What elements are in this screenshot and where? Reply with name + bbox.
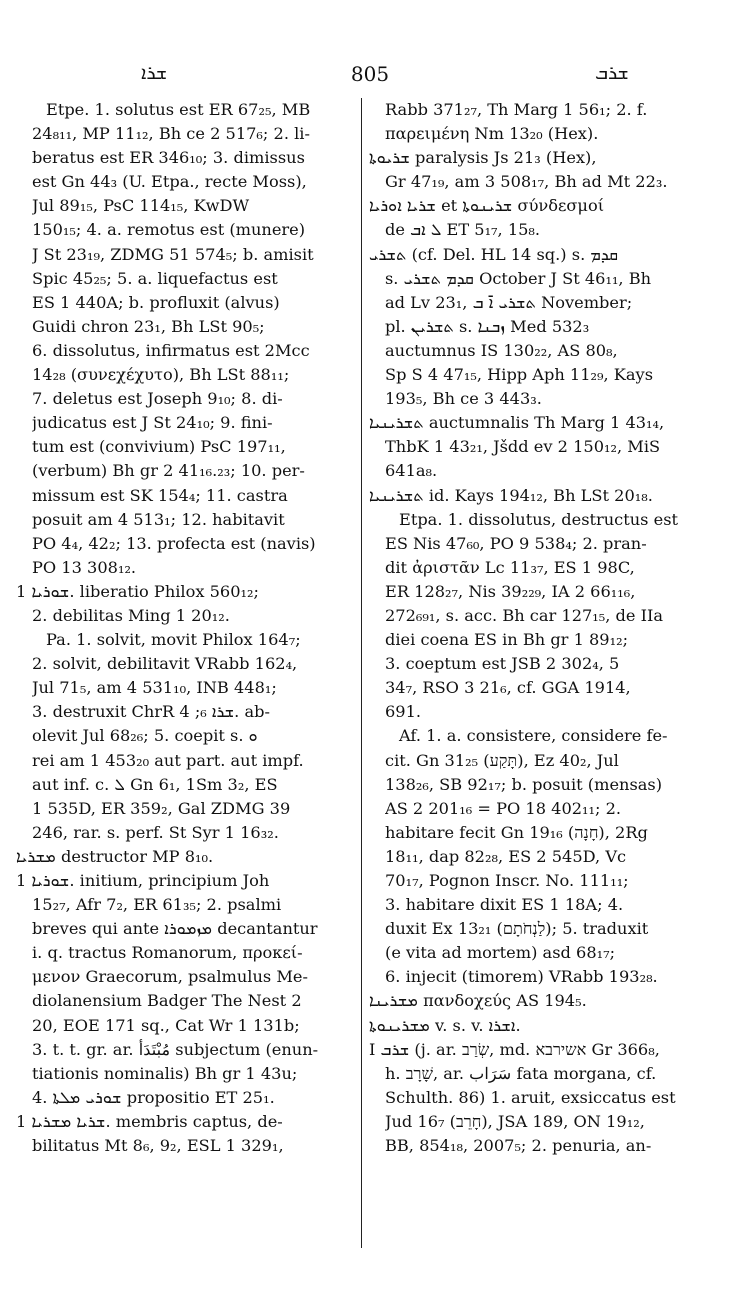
entry-line: dit ἀριστᾶν Lc 11₃₇, ES 1 98C, xyxy=(385,557,635,577)
entry-line: Schulth. 86) 1. aruit, exsiccatus est xyxy=(385,1087,676,1107)
entry-line: 70₁₇, Pognon Inscr. No. 111₁₁; xyxy=(385,871,629,890)
entry-line: ThbK 1 43₂₁, Jšdd ev 2 150₁₂, MiS xyxy=(385,437,661,457)
entry-line: 7. deletus est Joseph 9₁₀; 8. di- xyxy=(32,389,283,409)
entry-line: Pa. 1. solvit, movit Philox 164₇; xyxy=(46,630,301,650)
entry-line: Gr 47₁₉, am 3 508₁₇, Bh ad Mt 22₃. xyxy=(385,172,668,192)
entry-line: 2. debilitas Ming 1 20₁₂. xyxy=(32,605,230,625)
entry-line: Etpe. 1. solutus est ER 67₂₅, MB xyxy=(46,100,311,119)
entry-line: 18₁₁, dap 82₂₈, ES 2 545D, Vc xyxy=(385,846,627,866)
right-running-headword: ܫܪܒ xyxy=(595,62,629,84)
entry-line: missum est SK 154₄; 11. castra xyxy=(32,485,288,505)
entry-line: Jul 89₁₅, PsC 114₁₅, KwDW xyxy=(32,196,250,216)
entry-line: h. שָׁרָב, ar. سَرَاب fata morgana, cf. xyxy=(385,1063,657,1083)
entry-line: Guidi chron 23₁, Bh LSt 90₅; xyxy=(32,316,265,336)
entry-line: 6. dissolutus, infirmatus est 2Mcc xyxy=(32,340,310,360)
entry-line: 3. coeptum est JSB 2 302₄, 5 xyxy=(385,654,620,674)
entry-line: pl. ܬܫܪܝܢ s. ܙܒܢܐ Med 532₃ xyxy=(385,316,590,336)
entry-line: ܫܘܪܝܐ 1. initium, principium Joh xyxy=(16,871,270,890)
entry-line: 641a₈. xyxy=(385,461,438,481)
column-divider xyxy=(361,98,362,1248)
entry-line: PO 4₄, 42₂; 13. profecta est (navis) xyxy=(32,533,316,553)
entry-line: i. q. tractus Romanorum, προκεί- xyxy=(32,943,303,963)
entry-line: ܡܫܪܝܢܐ πανδοχεύς AS 194₅. xyxy=(369,991,587,1011)
entry-line: ES 1 440A; b. profluxit (alvus) xyxy=(32,292,280,312)
entry-line: diei coena ES in Bh gr 1 89₁₂; xyxy=(385,630,629,650)
entry-line: AS 2 201₁₆ = PO 18 402₁₁; 2. xyxy=(385,798,622,818)
entry-line: judicatus est J St 24₁₀; 9. fini- xyxy=(32,413,273,433)
entry-line: tum est (convivium) PsC 197₁₁, xyxy=(32,437,286,457)
entry-line: 1 535D, ER 359₂, Gal ZDMG 39 xyxy=(32,798,291,818)
entry-line: ܬܫܪܝܢܝܐ id. Kays 194₁₂, Bh LSt 20₁₈. xyxy=(369,485,653,505)
entry-line: 3. t. t. gr. ar. مُبْتَدَأ subjectum (enun- xyxy=(32,1039,319,1059)
right-column xyxy=(369,98,725,1158)
entry-line: ܬܫܪܝܢܝܐ auctumnalis Th Marg 1 43₁₄, xyxy=(369,413,665,433)
entry-line: 193₅, Bh ce 3 443₃. xyxy=(385,389,542,409)
entry-line: 6. injecit (timorem) VRabb 193₂₈. xyxy=(385,967,658,987)
entry-line: 691. xyxy=(385,702,422,722)
entry-line: bilitatus Mt 8₆, 9₂, ESL 1 329₁, xyxy=(32,1136,284,1156)
entry-line: ܡܫܪܝܐ destructor MP 8₁₀. xyxy=(16,846,214,866)
entry-line: (e vita ad mortem) asd 68₁₇; xyxy=(385,943,616,963)
entry-line: BB, 854₁₈, 2007₅; 2. penuria, an- xyxy=(385,1136,652,1156)
entry-line: 3. destruxit ChrR ܫܪܐ ₆; 4. ab- xyxy=(32,702,270,722)
entry-line: 24₈₁₁, MP 11₁₂, Bh ce 2 517₆; 2. li- xyxy=(32,124,310,144)
entry-line: PO 13 308₁₂. xyxy=(32,557,137,577)
left-running-headword: ܫܪܐ xyxy=(141,62,168,84)
entry-line: rei am 1 453₂₀ aut part. aut impf. xyxy=(32,750,304,770)
entry-line: ܡܫܪܝܢܘܬܐ v. s. v. ܐܫܪܐ. xyxy=(369,1015,521,1035)
entry-line: de ܠ ܐܒ ET 5₁₇, 15₈. xyxy=(385,220,541,240)
entry-line: 2. solvit, debilitavit VRabb 162₄, xyxy=(32,654,298,674)
entry-line: 246, rar. s. perf. St Syr 1 16₃₂. xyxy=(32,822,279,842)
entry-line: ad Lv 23₁, ܬܫܪܝ ܐ̄ ܒ November; xyxy=(385,292,633,312)
entry-line: Jul 71₅, am 4 531₁₀, INB 448₁; xyxy=(32,678,277,698)
entry-line: auctumnus IS 130₂₂, AS 80₈, xyxy=(385,340,618,360)
entry-line: ܫܪܝܐ ܡܫܪܝܐ 1. membris captus, de- xyxy=(16,1111,283,1131)
entry-line: 14₂₈ (συνεχέχυτο), Bh LSt 88₁₁; xyxy=(32,365,290,385)
entry-line: beratus est ER 346₁₀; 3. dimissus xyxy=(32,148,305,168)
entry-line: habitare fecit Gn 19₁₆ (חָנָה), 2Rg xyxy=(385,822,648,842)
entry-line: παρειμένη Nm 13₂₀ (Hex). xyxy=(385,124,599,144)
entry-line: Jud 16₇ (חָרֵב), JSA 189, ON 19₁₂, xyxy=(385,1111,645,1131)
entry-line: Sp S 4 47₁₅, Hipp Aph 11₂₉, Kays xyxy=(385,365,653,385)
left-column xyxy=(16,98,347,1158)
entry-line: 20, EOE 171 sq., Cat Wr 1 131b; xyxy=(32,1015,300,1035)
entry-line: est Gn 44₃ (U. Etpa., recte Moss), xyxy=(32,172,307,192)
entry-line: 34₇, RSO 3 21₆, cf. GGA 1914, xyxy=(385,678,631,698)
page-header xyxy=(0,62,750,90)
entry-line: 3. habitare dixit ES 1 18A; 4. xyxy=(385,895,624,915)
page-number: 805 xyxy=(350,62,390,86)
entry-line: ܫܪܝܐ ܐܘܪܝܐ et ܫܪܝܢܘܬܐ σύνδεσμοί xyxy=(369,196,605,216)
entry-line: 15₂₇, Afr 7₂, ER 61₃₅; 2. psalmi xyxy=(32,895,282,915)
entry-line: posuit am 4 513₁; 12. habitavit xyxy=(32,509,285,529)
entry-line: 150₁₅; 4. a. remotus est (munere) xyxy=(32,220,306,240)
entry-line: J St 23₁₉, ZDMG 51 574₅; b. amisit xyxy=(32,244,314,264)
entry-line: duxit Ex 13₂₁ (לַנְחֹתָם); 5. traduxit xyxy=(385,919,649,939)
entry-line: diolanensium Badger The Nest 2 xyxy=(32,991,302,1011)
entry-line: (verbum) Bh gr 2 41₁₆.₂₃; 10. per- xyxy=(32,461,305,481)
entry-line: μενον Graecorum, psalmulus Me- xyxy=(32,967,308,987)
entry-line: s. ܩܕܡ ܬܫܪܝ October J St 46₁₁, Bh xyxy=(385,268,652,288)
entry-line: ܬܫܪܝ (cf. Del. HL 14 sq.) s. ܩܕܡ xyxy=(369,244,619,264)
entry-line: breves qui ante ܡܙܡܘܪܐ decantantur xyxy=(32,919,318,939)
entry-line: tiationis nominalis) Bh gr 1 43u; xyxy=(32,1063,298,1083)
entry-line: olevit Jul 68₂₆; 5. coepit s. ܘ xyxy=(32,726,258,746)
entry-line: Spic 45₂₅; 5. a. liquefactus est xyxy=(32,268,278,288)
entry-line: ܫܪܝܘܬܐ paralysis Js 21₃ (Hex), xyxy=(369,148,597,168)
entry-line: 138₂₆, SB 92₁₇; b. posuit (mensas) xyxy=(385,774,663,794)
entry-line: ܫܘܪܝܐ 1. liberatio Philox 560₁₂; xyxy=(16,581,259,601)
entry-line: 272₆₉₁, s. acc. Bh car 127₁₅, de IIa xyxy=(385,605,664,625)
entry-line: Af. 1. a. consistere, considere fe- xyxy=(399,726,668,746)
entry-line: 4. ܫܘܪܝ ܡܠܬܐ propositio ET 25₁. xyxy=(32,1087,275,1107)
entry-line: aut inf. c. ܠ Gn 6₁, 1Sm 3₂, ES xyxy=(32,774,278,794)
entry-line: I ܫܪܒ (j. ar. שְׂרַב, md. אשירבא Gr 366₈, xyxy=(369,1039,660,1059)
entry-line: cit. Gn 31₂₅ (תָּקַע), Ez 40₂, Jul xyxy=(385,750,619,770)
entry-line: Etpa. 1. dissolutus, destructus est xyxy=(399,509,679,529)
entry-line: ES Nis 47₆₀, PO 9 538₄; 2. pran- xyxy=(385,533,647,553)
entry-line: Rabb 371₂₇, Th Marg 1 56₁; 2. f. xyxy=(385,100,648,119)
entry-line: ER 128₂₇, Nis 39₂₂₉, IA 2 66₁₁₆, xyxy=(385,581,636,601)
